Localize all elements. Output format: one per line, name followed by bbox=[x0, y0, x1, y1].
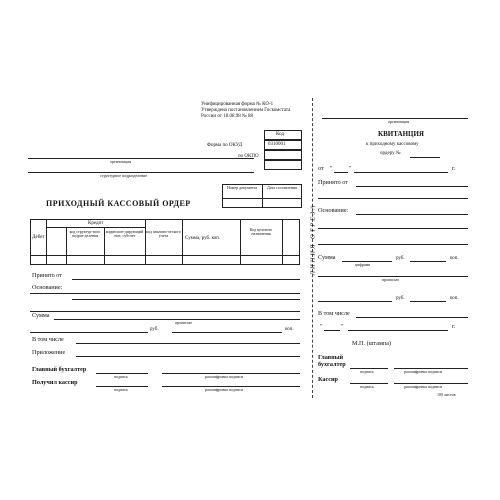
receipt-digits-caption: цифрами bbox=[355, 262, 371, 267]
credit-sub1: код структур-ного подраз-деления bbox=[69, 229, 101, 239]
okud-code: 0310001 bbox=[268, 142, 286, 147]
doc-table-hline bbox=[222, 198, 302, 199]
debit-header: Дебет bbox=[32, 235, 45, 240]
purpose-code-header: Код целевого назначения bbox=[249, 227, 273, 237]
chief-decode-caption: расшифровка подписи bbox=[205, 374, 244, 379]
receipt-kop-label: коп. bbox=[450, 256, 459, 261]
chief-signature-caption: подпись bbox=[114, 374, 128, 379]
sum-header: Сумма, руб. коп. bbox=[185, 236, 221, 241]
chief-accountant-label: Главный бухгалтер bbox=[32, 366, 87, 373]
accounting-table bbox=[30, 219, 300, 265]
col-divider-5 bbox=[182, 219, 183, 265]
doc-table-divider bbox=[262, 184, 263, 208]
receipt-day-line bbox=[334, 172, 348, 173]
in-words-caption: прописью bbox=[175, 320, 193, 325]
receipt-cashier-signature-caption: подпись bbox=[360, 384, 374, 389]
receipt-received-line bbox=[356, 186, 468, 187]
receipt-including-line bbox=[356, 317, 468, 318]
including-line bbox=[76, 343, 300, 344]
receipt-month-line bbox=[354, 172, 448, 173]
credit-sub2: корреспон-дирующий счет, субсчет bbox=[105, 229, 144, 239]
cut-line-label: ЛИНИЯ ОТРЕЗА bbox=[309, 203, 317, 276]
okpo-label: по ОКПО bbox=[238, 154, 259, 159]
receipt-date-quote-open: " bbox=[330, 165, 333, 172]
kop-line bbox=[172, 332, 282, 333]
sum-label: Сумма bbox=[32, 312, 50, 319]
cashier-received-label: Получил кассир bbox=[32, 379, 78, 386]
cashier-decode-caption: расшифровка подписи bbox=[205, 387, 244, 392]
sum-words-line bbox=[30, 332, 148, 333]
attachment-line bbox=[76, 356, 300, 357]
org-caption: организация bbox=[110, 159, 132, 164]
received-from-label: Принято от bbox=[32, 272, 63, 279]
col-divider-4 bbox=[145, 219, 146, 265]
receipt-received-line-2 bbox=[318, 198, 468, 199]
receipt-rub-label-2: руб. bbox=[396, 296, 405, 301]
receipt-year-label-2: г. bbox=[452, 323, 456, 330]
receipt-from-label: от bbox=[318, 165, 324, 172]
receipt-rub-label: руб. bbox=[396, 256, 405, 261]
receipt-basis-line-3 bbox=[318, 244, 468, 245]
doc-number-label: Номер документа bbox=[226, 185, 257, 190]
including-label: В том числе bbox=[32, 336, 64, 343]
kop-label: коп. bbox=[285, 327, 294, 332]
receipt-date-quote-close: " bbox=[349, 165, 352, 172]
receipt-kop-line bbox=[410, 261, 446, 262]
receipt-basis-label: Основание: bbox=[318, 207, 349, 214]
receipt-sum-label: Сумма bbox=[318, 254, 336, 261]
receipt-number-line bbox=[410, 157, 440, 158]
basis-line-2 bbox=[30, 311, 300, 312]
col-divider-6 bbox=[240, 219, 241, 265]
credit-sub3: код аналити-ческого учета bbox=[146, 229, 181, 239]
receipt-day-line-2 bbox=[324, 330, 340, 331]
credit-header: Кредит bbox=[88, 221, 104, 226]
col-divider-7 bbox=[282, 219, 283, 265]
receipt-cashier-label: Кассир bbox=[318, 376, 338, 383]
form-line-1: Унифицированная форма № КО-1 bbox=[201, 102, 274, 107]
col-divider-1 bbox=[46, 219, 47, 265]
receipt-subtitle-2: ордеру № bbox=[380, 151, 401, 156]
doc-date-label: Дата составления bbox=[267, 185, 297, 190]
code-label: Код bbox=[276, 132, 284, 137]
rub-label: руб. bbox=[150, 327, 159, 332]
okud-label: Форма по ОКУД bbox=[207, 143, 243, 148]
table-header-bottom bbox=[30, 255, 300, 256]
receipt-title: КВИТАНЦИЯ bbox=[378, 130, 424, 138]
receipt-date-quote-open-2: " bbox=[320, 323, 323, 330]
receipt-chief-line2: бухгалтер bbox=[318, 361, 346, 368]
receipt-subtitle-1: к приходному кассовому bbox=[366, 142, 419, 147]
order-title: ПРИХОДНЫЙ КАССОВЫЙ ОРДЕР bbox=[46, 199, 191, 208]
extra-code-cell bbox=[264, 160, 302, 170]
receipt-words-caption: прописью bbox=[382, 277, 400, 282]
receipt-chief-decode-caption: расшифровка подписи bbox=[404, 369, 443, 374]
basis-label: Основание: bbox=[32, 284, 63, 291]
receipt-stamp-label: М.П. (штампа) bbox=[352, 340, 391, 347]
okpo-code-cell bbox=[264, 150, 302, 160]
receipt-chief-signature-caption: подпись bbox=[360, 369, 374, 374]
receipt-month-line-2 bbox=[348, 330, 448, 331]
credit-sub-line bbox=[46, 227, 145, 228]
receipt-cashier-decode-caption: расшифровка подписи bbox=[404, 384, 443, 389]
receipt-basis-line bbox=[356, 214, 468, 215]
received-from-line-2 bbox=[30, 293, 300, 294]
form-line-3: России от 18.08.98 № 88 bbox=[201, 114, 253, 119]
org-line bbox=[28, 158, 254, 159]
form-line-2: Утверждена постановлением Госкомстата bbox=[201, 108, 291, 113]
receipt-org-caption: организация bbox=[388, 119, 410, 124]
receipt-kop-line-2 bbox=[410, 301, 446, 302]
cashier-signature-caption: подпись bbox=[114, 387, 128, 392]
dept-caption: структурное подразделение bbox=[100, 173, 148, 178]
received-from-line bbox=[72, 279, 300, 280]
receipt-year-label: г. bbox=[452, 165, 456, 172]
attachment-label: Приложение bbox=[32, 349, 66, 356]
receipt-date-quote-close-2: " bbox=[341, 323, 344, 330]
receipt-basis-line-2 bbox=[318, 228, 468, 229]
receipt-chief-line1: Главный bbox=[318, 354, 344, 361]
receipt-including-label: В том числе bbox=[318, 310, 350, 317]
basis-line bbox=[72, 299, 300, 300]
receipt-words-line-2 bbox=[318, 301, 392, 302]
receipt-kop-label-2: коп. bbox=[450, 296, 459, 301]
sheet-count: 100 листов bbox=[437, 392, 456, 397]
receipt-received-from-label: Принято от bbox=[318, 179, 349, 186]
